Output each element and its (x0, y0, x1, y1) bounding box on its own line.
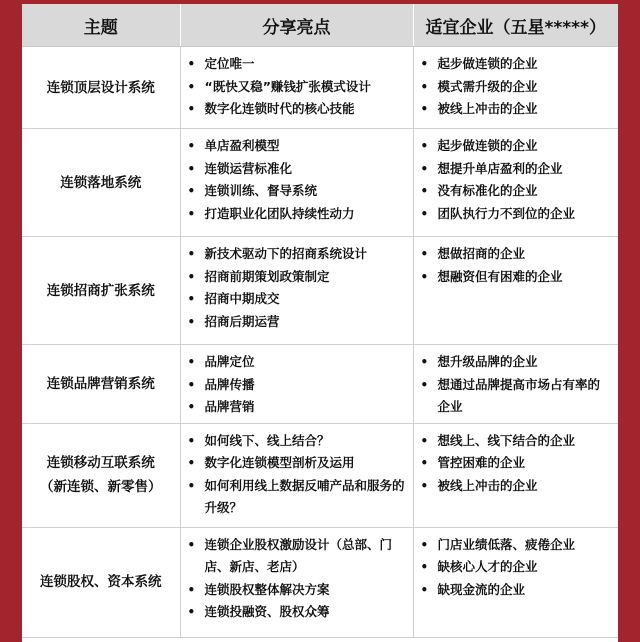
highlights-cell (180, 129, 413, 237)
table-row (22, 527, 618, 637)
list-item: • 团队执行力不到位的企业 (414, 203, 613, 226)
list-item: • 想升级品牌的企业 (414, 351, 613, 374)
list-item: • 品牌营销 (181, 396, 407, 419)
list-item: • 缺现金流的企业 (414, 579, 613, 602)
suitable-cell (413, 237, 618, 345)
topic-cell: 连锁招商扩张系统 (22, 237, 180, 345)
list-item: • 模式需升级的企业 (414, 76, 613, 99)
list-item: • 如何利用线上数据反哺产品和服务的升级？ (181, 475, 407, 520)
highlights-cell (180, 47, 413, 129)
list-item: • 缺核心人才的企业 (414, 556, 613, 579)
table-row (22, 423, 618, 527)
suitable-cell (413, 527, 618, 637)
topic-line: 连锁移动互联系统 (46, 455, 155, 471)
list-item: • 招商中期成交 (181, 288, 407, 311)
header-row (22, 4, 618, 47)
highlights-cell (180, 345, 413, 424)
table-row (22, 237, 618, 345)
suitable-cell (413, 47, 618, 129)
list-item: • 新技术驱动下的招商系统设计 (181, 243, 407, 266)
highlights-cell (180, 237, 413, 345)
list-item: • 数字化连锁模型剖析及运用 (181, 452, 407, 475)
highlights-cell (180, 423, 413, 527)
list-item: • 招商后期运营 (181, 311, 407, 334)
topic-line: （新连锁、新零售） (40, 479, 162, 495)
list-item: • 门店业绩低落、疲倦企业 (414, 534, 613, 557)
list-item: • 数字化连锁时代的核心技能 (181, 98, 407, 121)
list-item: • “既快又稳”赚钱扩张模式设计 (181, 76, 407, 99)
content-frame (22, 4, 618, 642)
list-item: • 连锁运营标准化 (181, 158, 407, 181)
topic-cell (22, 423, 180, 527)
list-item: • 品牌定位 (181, 351, 407, 374)
list-item: • 想通过品牌提高市场占有率的企业 (414, 374, 613, 419)
topic-cell: 连锁股权、资本系统 (22, 527, 180, 637)
list-item: • 被线上冲击的企业 (414, 98, 613, 121)
list-item: • 品牌传播 (181, 374, 407, 397)
list-item: • 打造职业化团队持续性动力 (181, 203, 407, 226)
list-item: • 想融资但有困难的企业 (414, 266, 613, 289)
list-item: • 连锁训练、督导系统 (181, 180, 407, 203)
table-row (22, 129, 618, 237)
header-topic: 主题 (22, 4, 180, 47)
list-item: • 想做招商的企业 (414, 243, 613, 266)
list-item: • 连锁股权整体解决方案 (181, 579, 407, 602)
list-item: • 定位唯一 (181, 53, 407, 76)
list-item: • 想线上、线下结合的企业 (414, 430, 613, 453)
list-item: • 没有标准化的企业 (414, 180, 613, 203)
table-row (22, 47, 618, 129)
topic-cell: 连锁顶层设计系统 (22, 47, 180, 129)
suitable-cell (413, 423, 618, 527)
list-item: • 起步做连锁的企业 (414, 53, 613, 76)
list-item: • 想提升单店盈利的企业 (414, 158, 613, 181)
suitable-cell (413, 129, 618, 237)
list-item: • 起步做连锁的企业 (414, 135, 613, 158)
list-item: • 单店盈利模型 (181, 135, 407, 158)
header-highlights: 分享亮点 (180, 4, 413, 47)
list-item: • 如何线下、线上结合？ (181, 430, 407, 453)
suitable-cell (413, 345, 618, 424)
table-row (22, 345, 618, 424)
header-suitable: 适宜企业（五星*****） (413, 4, 618, 47)
topic-cell: 连锁落地系统 (22, 129, 180, 237)
course-table (22, 4, 618, 638)
list-item: • 连锁企业股权激励设计（总部、门店、新店、老店） (181, 534, 407, 579)
list-item: • 招商前期策划政策制定 (181, 266, 407, 289)
list-item: • 被线上冲击的企业 (414, 475, 613, 498)
list-item: • 连锁投融资、股权众筹 (181, 601, 407, 624)
topic-cell: 连锁品牌营销系统 (22, 345, 180, 424)
highlights-cell (180, 527, 413, 637)
list-item: • 管控困难的企业 (414, 452, 613, 475)
